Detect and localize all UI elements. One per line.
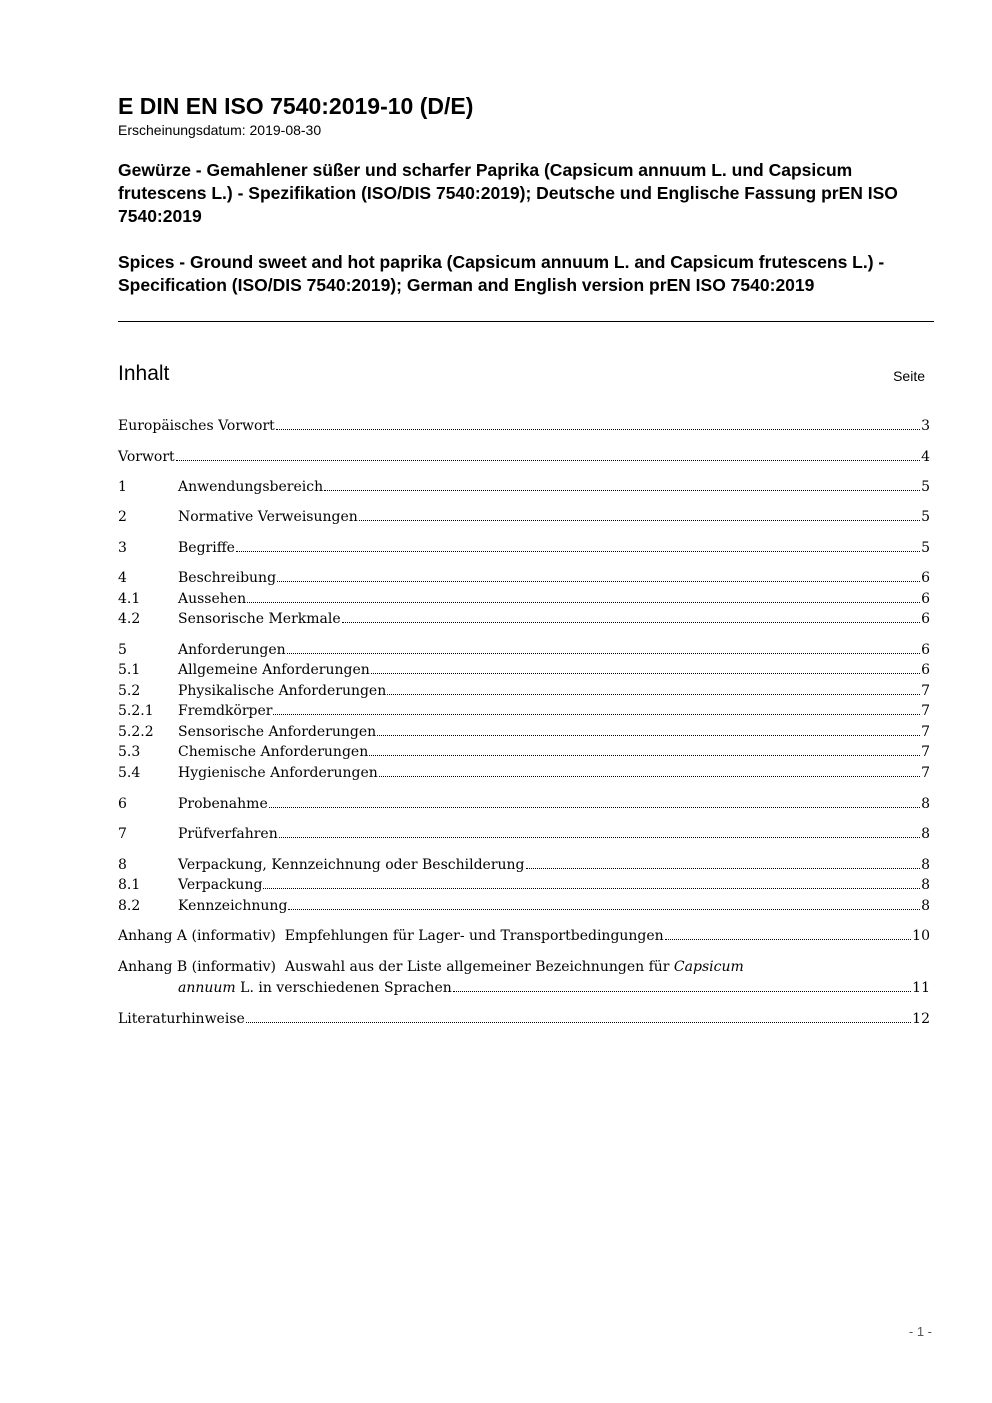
toc-leader xyxy=(236,551,920,552)
toc-entry-page: 8 xyxy=(921,826,930,842)
toc-entry-title: Literaturhinweise xyxy=(118,1011,245,1027)
contents-heading: Inhalt xyxy=(118,362,170,385)
toc-entry-number: 4 xyxy=(118,570,127,586)
toc-entry-page: 5 xyxy=(921,479,930,495)
toc-entry[interactable] xyxy=(118,681,930,702)
toc-leader xyxy=(369,755,920,756)
footer-page-number: - 1 - xyxy=(908,1324,932,1339)
toc-entry-title: Anforderungen xyxy=(178,642,286,658)
toc-entry-number: 1 xyxy=(118,479,127,495)
toc-entry-title: Begriffe xyxy=(178,540,235,556)
toc-entry[interactable] xyxy=(118,855,930,876)
toc-entry[interactable] xyxy=(118,701,930,722)
toc-entry-page: 4 xyxy=(921,449,930,465)
toc-leader xyxy=(176,460,920,461)
toc-leader xyxy=(287,653,920,654)
toc-leader xyxy=(371,673,920,674)
toc-leader xyxy=(279,837,920,838)
toc-entry-number: 2 xyxy=(118,509,127,525)
toc-entry-number: 8.2 xyxy=(118,898,141,914)
toc-leader xyxy=(665,939,911,940)
toc-entry[interactable] xyxy=(118,742,930,763)
toc-leader xyxy=(269,807,920,808)
toc-entry-page: 3 xyxy=(921,418,930,434)
toc-entry-title: Aussehen xyxy=(178,591,247,607)
toc-entry-title-line2 xyxy=(178,978,452,999)
toc-leader xyxy=(387,694,920,695)
toc-entry-title: Verpackung xyxy=(178,877,263,893)
toc-entry-title: Anwendungsbereich xyxy=(178,479,324,495)
toc-entry-page: 6 xyxy=(921,611,930,627)
toc-entry-page: 6 xyxy=(921,591,930,607)
toc-entry[interactable] xyxy=(118,589,930,610)
toc-entry-title: Probenahme xyxy=(178,796,268,812)
toc-entry-number: 5.4 xyxy=(118,765,141,781)
toc-entry-number: 5 xyxy=(118,642,127,658)
toc-entry-page: 7 xyxy=(921,703,930,719)
toc-entry-number: 5.2.2 xyxy=(118,724,154,740)
toc-entry-page: 8 xyxy=(921,898,930,914)
toc-entry-title: Europäisches Vorwort xyxy=(118,418,275,434)
toc-entry-page: 5 xyxy=(921,509,930,525)
toc-entry-number: 4.1 xyxy=(118,591,141,607)
toc-entry-number: 4.2 xyxy=(118,611,141,627)
toc-entry-bibliography[interactable] xyxy=(118,1009,930,1030)
toc-entry-page: 10 xyxy=(912,928,930,944)
toc-leader xyxy=(263,888,920,889)
toc-entry-page: 6 xyxy=(921,642,930,658)
toc-entry-number: 5.2.1 xyxy=(118,703,154,719)
toc-leader xyxy=(359,520,920,521)
toc-entry-page: 6 xyxy=(921,662,930,678)
toc-entry-title: Vorwort xyxy=(118,449,175,465)
toc-entry-title: Sensorische Merkmale xyxy=(178,611,341,627)
annex-b-title-italic: annuum xyxy=(178,980,236,996)
toc-entry[interactable] xyxy=(118,794,930,815)
toc-entry[interactable] xyxy=(118,896,930,917)
toc-entry-number: 6 xyxy=(118,796,127,812)
toc-entry-annex-a[interactable] xyxy=(118,926,930,947)
toc-entry-title: Allgemeine Anforderungen xyxy=(178,662,370,678)
toc-entry[interactable] xyxy=(118,722,930,743)
toc-leader xyxy=(273,714,920,715)
toc-entry-title: Fremdkörper xyxy=(178,703,273,719)
toc-entry[interactable] xyxy=(118,507,930,528)
toc-entry-number: 8.1 xyxy=(118,877,141,893)
toc-entry[interactable] xyxy=(118,568,930,589)
toc-entry-title-line1 xyxy=(118,957,744,978)
toc-leader xyxy=(342,622,920,623)
toc-entry-page: 11 xyxy=(912,980,930,996)
page-column-label: Seite xyxy=(893,368,925,384)
toc-entry-page: 8 xyxy=(921,877,930,893)
toc-entry-number: 5.2 xyxy=(118,683,141,699)
title-german: Gewürze - Gemahlener süßer und scharfer Paprika (Capsicum annuum L. und Capsicum frutescens L.) - Spezifikation (ISO/DIS 7540:2019); Deutsche und Englische Fassung prEN ISO 7540:2019 xyxy=(118,160,898,226)
toc-entry-number: 5.3 xyxy=(118,744,141,760)
toc-entry-page: 8 xyxy=(921,857,930,873)
toc-entry[interactable] xyxy=(118,875,930,896)
toc-entry-annex-b[interactable] xyxy=(118,957,930,978)
toc-leader xyxy=(246,1022,911,1023)
toc-leader xyxy=(288,909,920,910)
toc-entry-title: Anhang A (informativ) Empfehlungen für Lager- und Transportbedingungen xyxy=(118,928,664,944)
toc-leader xyxy=(324,490,920,491)
toc-entry-title: Prüfverfahren xyxy=(178,826,278,842)
toc-leader xyxy=(377,735,920,736)
toc-entry-page: 7 xyxy=(921,683,930,699)
toc-leader xyxy=(247,602,920,603)
toc-entry-title: Verpackung, Kennzeichnung oder Beschilderung xyxy=(178,857,525,873)
toc-entry-title: Normative Verweisungen xyxy=(178,509,358,525)
annex-b-title-part: Anhang B (informativ) Auswahl aus der Liste allgemeiner Bezeichnungen für xyxy=(118,959,674,975)
toc-entry[interactable] xyxy=(118,763,930,784)
toc-leader xyxy=(277,581,920,582)
toc-entry-number: 5.1 xyxy=(118,662,141,678)
toc-entry-title: Beschreibung xyxy=(178,570,277,586)
toc-entry[interactable] xyxy=(118,609,930,630)
toc-entry-title: Kennzeichnung xyxy=(178,898,288,914)
toc-entry-title: Hygienische Anforderungen xyxy=(178,765,378,781)
toc-entry-page: 7 xyxy=(921,765,930,781)
toc-entry[interactable] xyxy=(118,447,930,468)
toc-entry[interactable] xyxy=(118,416,930,437)
annex-b-title-italic: Capsicum xyxy=(673,959,744,975)
toc-entry-page: 12 xyxy=(912,1011,930,1027)
document-number: E DIN EN ISO 7540:2019-10 (D/E) xyxy=(118,93,474,119)
toc-leader xyxy=(453,991,911,992)
toc-entry-title: Sensorische Anforderungen xyxy=(178,724,377,740)
toc-entry-number: 3 xyxy=(118,540,127,556)
toc-entry-page: 6 xyxy=(921,570,930,586)
toc-entry-annex-b-continuation[interactable] xyxy=(178,978,930,999)
toc-leader xyxy=(379,776,920,777)
toc-leader xyxy=(526,868,921,869)
title-english: Spices - Ground sweet and hot paprika (Capsicum annuum L. and Capsicum frutescens L.) - Specification (ISO/DIS 7540:2019); German and English version prEN ISO 7540:2019 xyxy=(118,252,885,295)
toc-leader xyxy=(276,429,920,430)
toc-entry[interactable] xyxy=(118,477,930,498)
toc-entry-page: 7 xyxy=(921,744,930,760)
publication-date: Erscheinungsdatum: 2019-08-30 xyxy=(118,122,322,138)
toc-entry-page: 5 xyxy=(921,540,930,556)
toc-entry-number: 8 xyxy=(118,857,127,873)
toc-entry[interactable] xyxy=(118,660,930,681)
toc-entry-page: 8 xyxy=(921,796,930,812)
annex-b-title-part: L. in verschiedenen Sprachen xyxy=(235,980,452,996)
toc-entry-title: Physikalische Anforderungen xyxy=(178,683,387,699)
table-of-contents xyxy=(118,0,930,1403)
toc-entry-title: Chemische Anforderungen xyxy=(178,744,369,760)
toc-entry[interactable] xyxy=(118,640,930,661)
toc-entry[interactable] xyxy=(118,538,930,559)
toc-entry[interactable] xyxy=(118,824,930,845)
toc-entry-number: 7 xyxy=(118,826,127,842)
toc-entry-page: 7 xyxy=(921,724,930,740)
